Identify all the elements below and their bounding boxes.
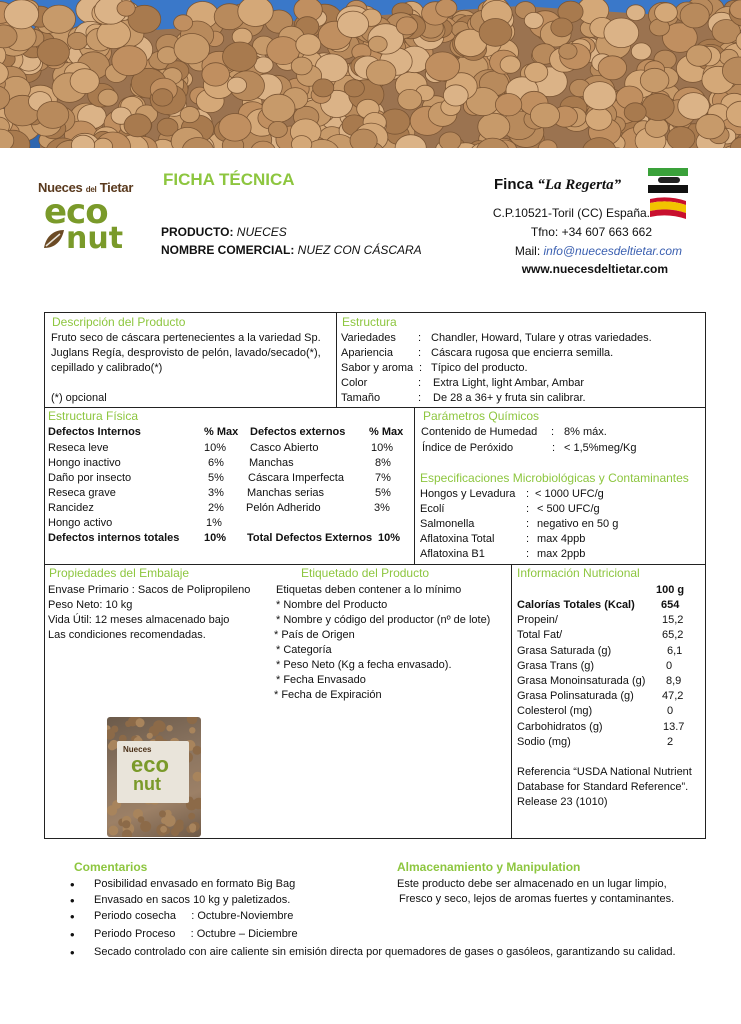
embalaje-line: Vida Útil: 12 meses almacenado bajo — [48, 614, 230, 626]
total-internal-label: Defectos internos totales — [48, 532, 180, 544]
micro-sep: : — [526, 503, 530, 515]
nutri-label: Grasa Saturada (g) — [517, 644, 612, 657]
micro-value: max 2ppb — [537, 548, 586, 560]
internal-defect-value: 5% — [208, 472, 224, 484]
estructura-label: Sabor y aroma — [341, 362, 414, 374]
mail-link[interactable]: info@nuecesdeltietar.com — [543, 244, 682, 258]
external-defect-name: Pelón Adherido — [246, 502, 321, 514]
nutri-value: 47,2 — [662, 690, 684, 703]
comentario-item: • Periodo cosecha : Octubre-Noviembre — [94, 910, 293, 922]
internal-defect-value: 3% — [208, 487, 224, 499]
etiquetado-line: * Fecha de Expiración — [274, 689, 382, 701]
almacenamiento-title: Almacenamiento y Manipulation — [397, 860, 581, 874]
total-internal-value: 10% — [204, 532, 227, 544]
leaf-icon — [42, 228, 66, 252]
nutri-value: 2 — [667, 735, 674, 748]
hero-walnuts-photo — [0, 0, 741, 148]
internal-defect-name: Reseca leve — [48, 442, 109, 454]
estructura-value: Cáscara rugosa que encierra semilla. — [431, 347, 614, 359]
nutri-label: Total Fat/ — [517, 629, 563, 642]
micro-label: Salmonella — [420, 518, 475, 530]
nutri-value: 65,2 — [662, 629, 684, 642]
external-defect-value: 5% — [375, 487, 391, 499]
estructura-label: Color — [341, 377, 368, 389]
total-external-label: Total Defectos Externos — [247, 532, 373, 544]
internal-defect-name: Hongo activo — [48, 517, 113, 529]
internal-defect-value: 10% — [204, 442, 227, 454]
nutri-label: Grasa Monoinsaturada (g) — [517, 675, 646, 687]
external-defect-name: Manchas serias — [247, 487, 325, 499]
external-defect-value: 7% — [375, 472, 391, 484]
micro-label: Aflatoxina B1 — [420, 548, 485, 560]
micro-sep: : — [526, 548, 530, 560]
bag-brand: Nueces — [123, 745, 152, 754]
estructura-label: Variedades — [341, 332, 396, 344]
estructura-sep: : — [418, 332, 422, 344]
internal-defect-value: 6% — [208, 457, 224, 469]
bag-nut: nut — [133, 774, 161, 794]
internal-defects-header: Defectos Internos — [48, 426, 141, 438]
bag-label — [117, 741, 189, 803]
walnuts-image — [0, 0, 741, 148]
website-link[interactable]: www.nuecesdeltietar.com — [521, 262, 668, 276]
estructura-value: Chandler, Howard, Tulare y otras variedades. — [431, 332, 652, 344]
internal-defect-value: 2% — [208, 502, 224, 514]
internal-defect-name: Reseca grave — [48, 487, 116, 499]
product-bag-image — [107, 717, 201, 837]
embalaje-title: Propiedades del Embalaje — [49, 566, 190, 580]
external-defect-name: Casco Abierto — [250, 442, 319, 454]
descripcion-line: cepillado y calibrado(*) — [51, 362, 163, 374]
internal-defect-value: 1% — [206, 517, 222, 529]
micro-sep: : — [526, 488, 530, 500]
descripcion-note: (*) opcional — [51, 392, 107, 404]
etiquetado-line: * Nombre y código del productor (nº de lote) — [276, 614, 491, 626]
etiquetado-line: * Peso Neto (Kg a fecha envasado). — [276, 659, 452, 671]
nutricional-title: Información Nutricional — [517, 566, 640, 580]
embalaje-line: Peso Neto: 10 kg — [48, 599, 133, 611]
quimico-value: < 1,5%meg/Kg — [564, 442, 637, 454]
estructura-value: Extra Light, light Ambar, Ambar — [433, 377, 585, 389]
quimico-label: Índice de Peróxido — [422, 442, 514, 454]
address: C.P.10521-Toril (CC) España. — [492, 206, 650, 220]
etiquetado-title: Etiquetado del Producto — [301, 566, 430, 580]
comentarios-title: Comentarios — [74, 860, 148, 874]
micro-value: max 4ppb — [537, 533, 586, 545]
extremadura-flag-icon — [648, 168, 688, 194]
nutri-value: 6,1 — [667, 644, 683, 657]
micro-sep: : — [526, 533, 530, 545]
micro-title: Especificaciones Microbiológicas y Contaminantes — [420, 471, 689, 485]
external-defect-name: Cáscara Imperfecta — [248, 472, 344, 484]
commercial-name-line: NOMBRE COMERCIAL: NUEZ CON CÁSCARA — [161, 243, 422, 257]
nutri-value: 654 — [661, 599, 680, 611]
micro-label: Hongos y Levadura — [420, 488, 516, 500]
nutri-value: 0 — [667, 705, 674, 718]
product-line: PRODUCTO: NUECES — [161, 225, 287, 239]
estructura-sep: : — [418, 377, 422, 389]
fisica-title: Estructura Física — [48, 409, 139, 423]
estructura-label: Apariencia — [341, 347, 393, 359]
etiquetado-line: * Fecha Envasado — [276, 674, 366, 686]
comentario-item: • Envasado en sacos 10 kg y paletizados. — [94, 894, 290, 906]
etiquetado-line: * Categoría — [276, 644, 332, 656]
almacenamiento-line: Fresco y seco, lejos de aromas fuertes y contaminantes. — [399, 893, 675, 905]
nutri-label: Propein/ — [517, 614, 558, 627]
estructura-sep: : — [419, 362, 423, 374]
nutri-label: Calorías Totales (Kcal) — [517, 599, 635, 611]
external-max-header: % Max — [369, 426, 404, 438]
total-external-value: 10% — [378, 532, 401, 544]
mail-line: Mail: info@nuecesdeltietar.com — [514, 244, 682, 258]
nutri-label: Carbohidratos (g) — [517, 720, 603, 733]
quimicos-title: Parámetros Químicos — [423, 409, 540, 423]
quimico-value: 8% máx. — [564, 426, 607, 438]
internal-max-header: % Max — [204, 426, 239, 438]
nutri-reference: Release 23 (1010) — [517, 796, 608, 808]
external-defect-name: Manchas — [249, 457, 294, 469]
divider — [414, 407, 415, 565]
nutri-label: Sodio (mg) — [517, 735, 571, 748]
spain-flag-icon — [648, 197, 688, 221]
nutri-unit: 100 g — [656, 584, 685, 596]
nutri-reference: Database for Standard Reference”. — [517, 781, 689, 793]
nutri-label: Grasa Trans (g) — [517, 659, 595, 672]
estructura-value: Típico del producto. — [431, 362, 528, 374]
divider — [336, 312, 337, 408]
embalaje-line: Las condiciones recomendadas. — [48, 629, 206, 641]
quimico-sep: : — [551, 426, 555, 438]
estructura-label: Tamaño — [341, 392, 381, 404]
nutri-label: Colesterol (mg) — [517, 705, 593, 718]
external-defects-header: Defectos externos — [250, 426, 346, 438]
micro-sep: : — [526, 518, 530, 530]
bag-eco: eco — [131, 752, 169, 777]
external-defect-value: 10% — [371, 442, 394, 454]
finca-name: Finca “La Regerta” — [494, 176, 622, 193]
external-defect-value: 3% — [374, 502, 390, 514]
divider — [511, 564, 512, 839]
descripcion-line: Fruto seco de cáscara pertenecientes a la variedad Sp. — [51, 332, 321, 344]
estructura-sep: : — [418, 392, 422, 404]
micro-label: Ecolí — [420, 503, 445, 515]
quimico-sep: : — [552, 442, 556, 454]
phone: Tfno: +34 607 663 662 — [530, 225, 652, 239]
quimico-label: Contenido de Humedad — [421, 426, 538, 438]
page-title: FICHA TÉCNICA — [163, 170, 295, 189]
nutri-reference: Referencia “USDA National Nutrient — [517, 766, 692, 778]
estructura-title: Estructura — [342, 315, 397, 329]
micro-value: < 1000 UFC/g — [535, 488, 604, 500]
almacenamiento-line: Este producto debe ser almacenado en un lugar limpio, — [397, 878, 667, 890]
descripcion-title: Descripción del Producto — [52, 315, 186, 329]
embalaje-line: Envase Primario : Sacos de Polipropileno — [48, 584, 251, 596]
micro-value: negativo en 50 g — [537, 518, 619, 530]
eco-nut-logo: Nueces del Tietar eco nut — [38, 180, 134, 256]
estructura-value: De 28 a 36+ y fruta sin calibrar. — [433, 392, 586, 404]
comentario-item: • Posibilidad envasado en formato Big Bag — [94, 878, 295, 890]
micro-value: < 500 UFC/g — [537, 503, 600, 515]
nutri-value: 0 — [666, 659, 673, 672]
external-defect-value: 8% — [375, 457, 391, 469]
internal-defect-name: Daño por insecto — [48, 472, 132, 484]
etiquetado-line: * País de Origen — [274, 629, 355, 641]
micro-label: Aflatoxina Total — [420, 533, 495, 545]
estructura-sep: : — [418, 347, 422, 359]
internal-defect-name: Hongo inactivo — [48, 457, 121, 469]
etiquetado-line: Etiquetas deben contener a lo mínimo — [276, 584, 462, 596]
etiquetado-line: * Nombre del Producto — [276, 599, 388, 611]
internal-defect-name: Rancidez — [48, 502, 94, 514]
comentario-item: • Periodo Proceso : Octubre – Diciembre — [94, 928, 298, 940]
nutri-value: 15,2 — [662, 614, 684, 627]
nutri-value: 13.7 — [663, 720, 685, 733]
nutri-value: 8,9 — [666, 675, 682, 687]
comentario-item: • Secado controlado con aire caliente sin emisión directa por quemadores de gases o gasóleos, garantizando su calidad. — [94, 946, 676, 958]
descripcion-line: Juglans Regía, desprovisto de pelón, lavado/secado(*), — [51, 347, 321, 359]
nutri-label: Grasa Polinsaturada (g) — [517, 690, 634, 703]
